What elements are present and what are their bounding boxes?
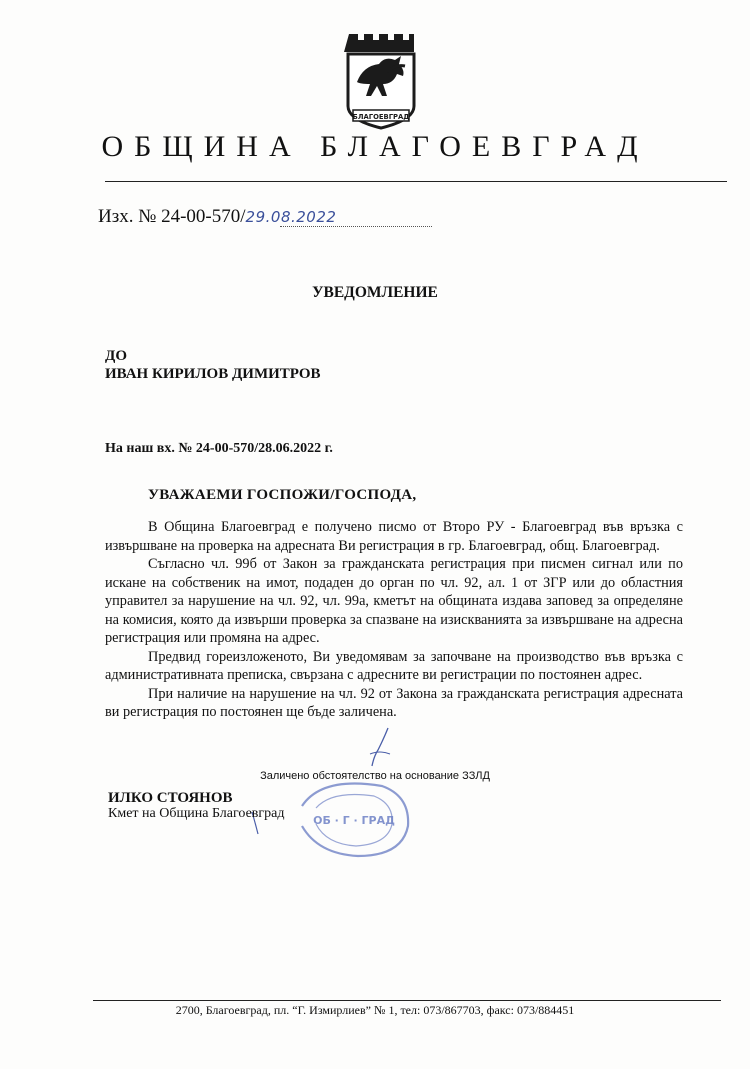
redaction-note: Заличено обстоятелство на основание ЗЗЛД — [260, 770, 490, 782]
outgoing-reference — [98, 206, 336, 228]
signatory-name: ИЛКО СТОЯНОВ — [108, 790, 233, 806]
header-divider — [105, 181, 727, 182]
body-paragraph: Предвид гореизложеното, Ви уведомявам за започване на производство във връзка с административната преписка, свързана с адресните ви регистрации по постоянен адрес. — [105, 648, 683, 683]
body-paragraph: При наличие на нарушение на чл. 92 от Закона за гражданската регистрация адресната ви регистрация по постоянен ще бъде заличена. — [105, 685, 683, 720]
incoming-reference: На наш вх. № 24-00-570/28.06.2022 г. — [105, 441, 333, 456]
signatory-position: Кмет на Община Благоевград — [108, 806, 285, 821]
reference-dotted-line — [280, 226, 432, 227]
outgoing-reference-prefix: Изх. № 24-00-570/ — [98, 206, 246, 227]
document-title: УВЕДОМЛЕНИЕ — [312, 284, 438, 301]
recipient-to-label: ДО — [105, 348, 127, 364]
body-paragraph: В Община Благоевград е получено писмо от Второ РУ - Благоевград във връзка с извършване на проверка на адресната Ви регистрация в гр. Благоевград, общ. Благоевград. — [105, 519, 683, 554]
salutation: УВАЖАЕМИ ГОСПОЖИ/ГОСПОДА, — [148, 487, 417, 503]
footer-divider — [93, 1000, 721, 1001]
municipality-name: ОБЩИНА БЛАГОЕВГРАД — [101, 130, 649, 163]
recipient-name: ИВАН КИРИЛОВ ДИМИТРОВ — [105, 366, 321, 382]
body-paragraph: Съгласно чл. 99б от Закон за гражданската регистрация при писмен сигнал или по искане на собственик на имот, подаден до орган по чл. 92, ал. 1 от ЗГР или до областния управител за нарушение на чл. 92, чл. 99а, кметът на общината издава заповед за определяне на комисия, която да извърши проверка за спазване на изискванията за извършване на адресна регистрация или промяна на адрес. — [105, 556, 683, 646]
coat-of-arms-icon — [343, 30, 419, 130]
letter-body — [105, 518, 683, 722]
official-stamp-icon — [296, 778, 414, 858]
footer-address: 2700, Благоевград, пл. “Г. Измирлиев” № 1, тел: 073/867703, факс: 073/884451 — [175, 1003, 575, 1017]
handwritten-date: 29.08.2022 — [245, 208, 337, 226]
stamp-text: ОБ · Г · ГРАД — [313, 814, 395, 827]
coat-of-arms-text: БЛАГОЕВГРАД — [352, 113, 410, 121]
